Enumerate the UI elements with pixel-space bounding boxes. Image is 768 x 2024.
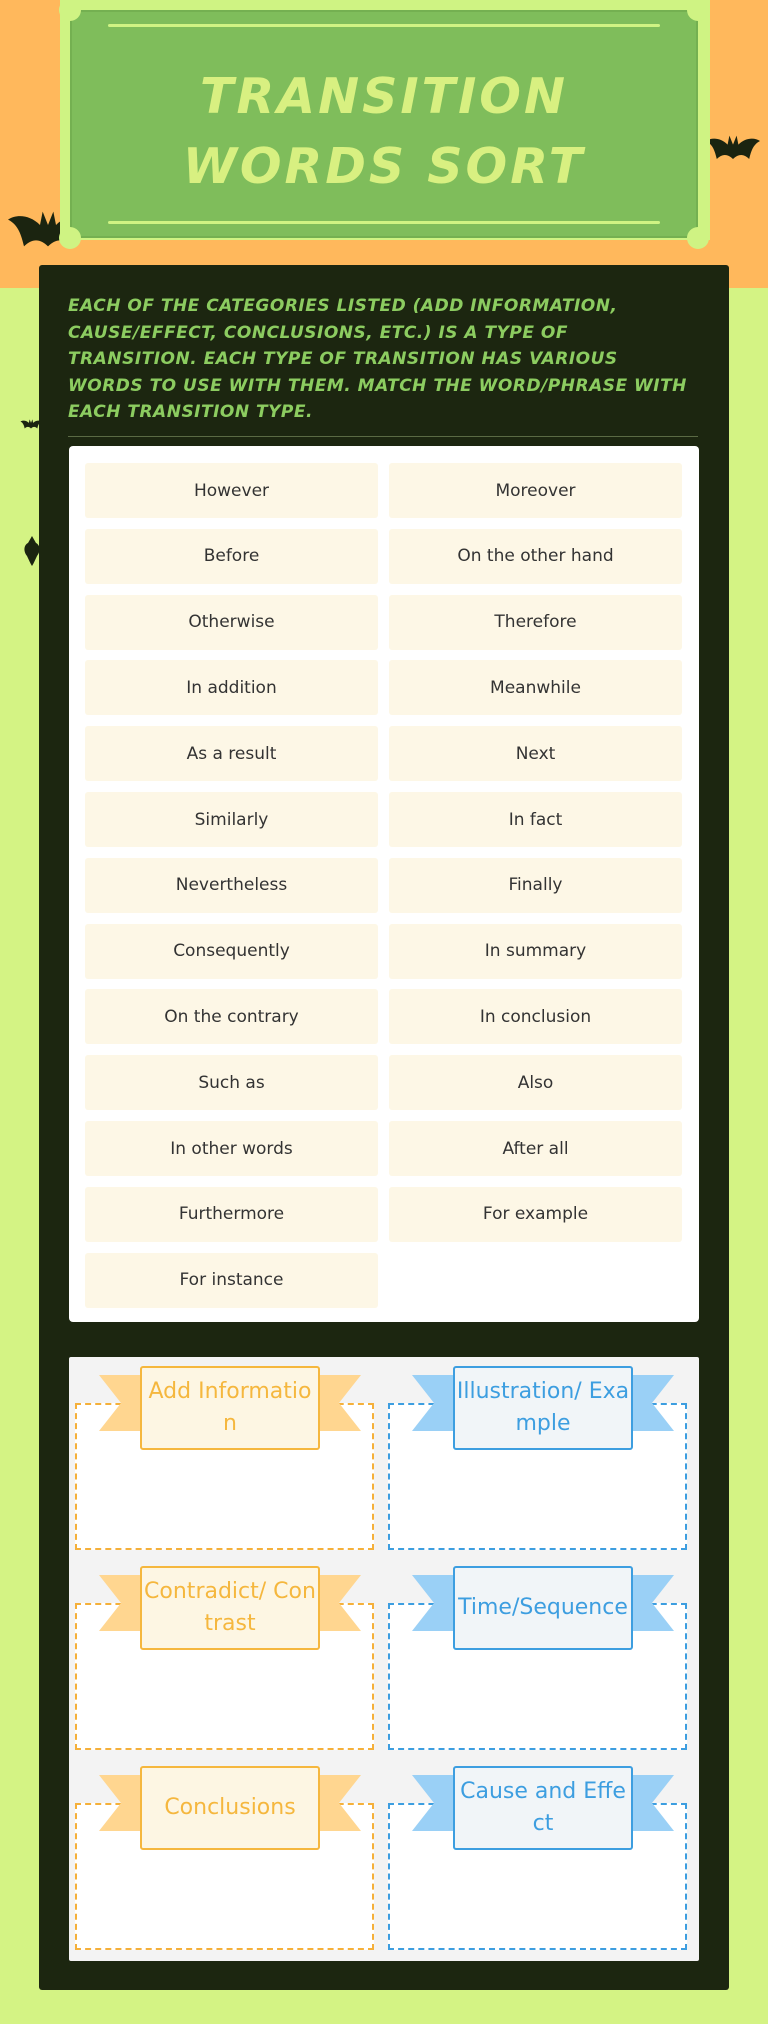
word-tile[interactable]: Otherwise (85, 595, 378, 650)
title-corner (59, 0, 81, 21)
word-tile[interactable]: In fact (389, 792, 682, 847)
word-tile[interactable]: Therefore (389, 595, 682, 650)
word-tile[interactable]: As a result (85, 726, 378, 781)
word-tile[interactable]: For example (389, 1187, 682, 1242)
bat-icon (706, 132, 760, 168)
title-card (60, 0, 710, 240)
instructions-divider (68, 436, 698, 437)
category-label: Conclusions (140, 1766, 320, 1850)
word-tile[interactable]: Nevertheless (85, 858, 378, 913)
category-label: Cause and Effect (453, 1766, 633, 1850)
word-tile[interactable]: Similarly (85, 792, 378, 847)
category-label: Add Information (140, 1366, 320, 1450)
word-tile[interactable]: In summary (389, 924, 682, 979)
title-banner (70, 10, 698, 238)
title-divider (108, 221, 660, 224)
word-tile[interactable]: Such as (85, 1055, 378, 1110)
word-tile[interactable]: On the contrary (85, 989, 378, 1044)
word-tile[interactable]: Before (85, 529, 378, 584)
category-label: Time/Sequence (453, 1566, 633, 1650)
category-sort-area (69, 1357, 699, 1961)
page-title: TRANSITION WORDS SORT (182, 68, 586, 195)
title-corner (687, 0, 709, 21)
word-tile[interactable]: For instance (85, 1253, 378, 1308)
word-bank (69, 446, 699, 1322)
title-divider (108, 24, 660, 27)
word-tile[interactable]: Moreover (389, 463, 682, 518)
word-tile[interactable]: On the other hand (389, 529, 682, 584)
word-tile[interactable]: In conclusion (389, 989, 682, 1044)
word-tile[interactable]: Also (389, 1055, 682, 1110)
title-corner (59, 227, 81, 249)
word-tile[interactable]: In addition (85, 660, 378, 715)
category-label: Illustration/ Example (453, 1366, 633, 1450)
word-tile[interactable]: In other words (85, 1121, 378, 1176)
word-tile[interactable]: Finally (389, 858, 682, 913)
word-tile[interactable]: Furthermore (85, 1187, 378, 1242)
word-tile[interactable]: Next (389, 726, 682, 781)
category-label: Contradict/ Contrast (140, 1566, 320, 1650)
word-tile[interactable]: Consequently (85, 924, 378, 979)
title-corner (687, 227, 709, 249)
instructions-text: EACH OF THE CATEGORIES LISTED (ADD INFORMATION, CAUSE/EFFECT, CONCLUSIONS, ETC.) IS A TYPE OF TRANSITION. EACH TYPE OF TRANSITION HAS VARIOUS WORDS TO USE WITH THEM. MATCH THE WORD/PHRASE WITH EACH TRANSITION TYPE. (68, 296, 687, 422)
word-tile[interactable]: Meanwhile (389, 660, 682, 715)
word-tile[interactable]: However (85, 463, 378, 518)
word-tile[interactable]: After all (389, 1121, 682, 1176)
